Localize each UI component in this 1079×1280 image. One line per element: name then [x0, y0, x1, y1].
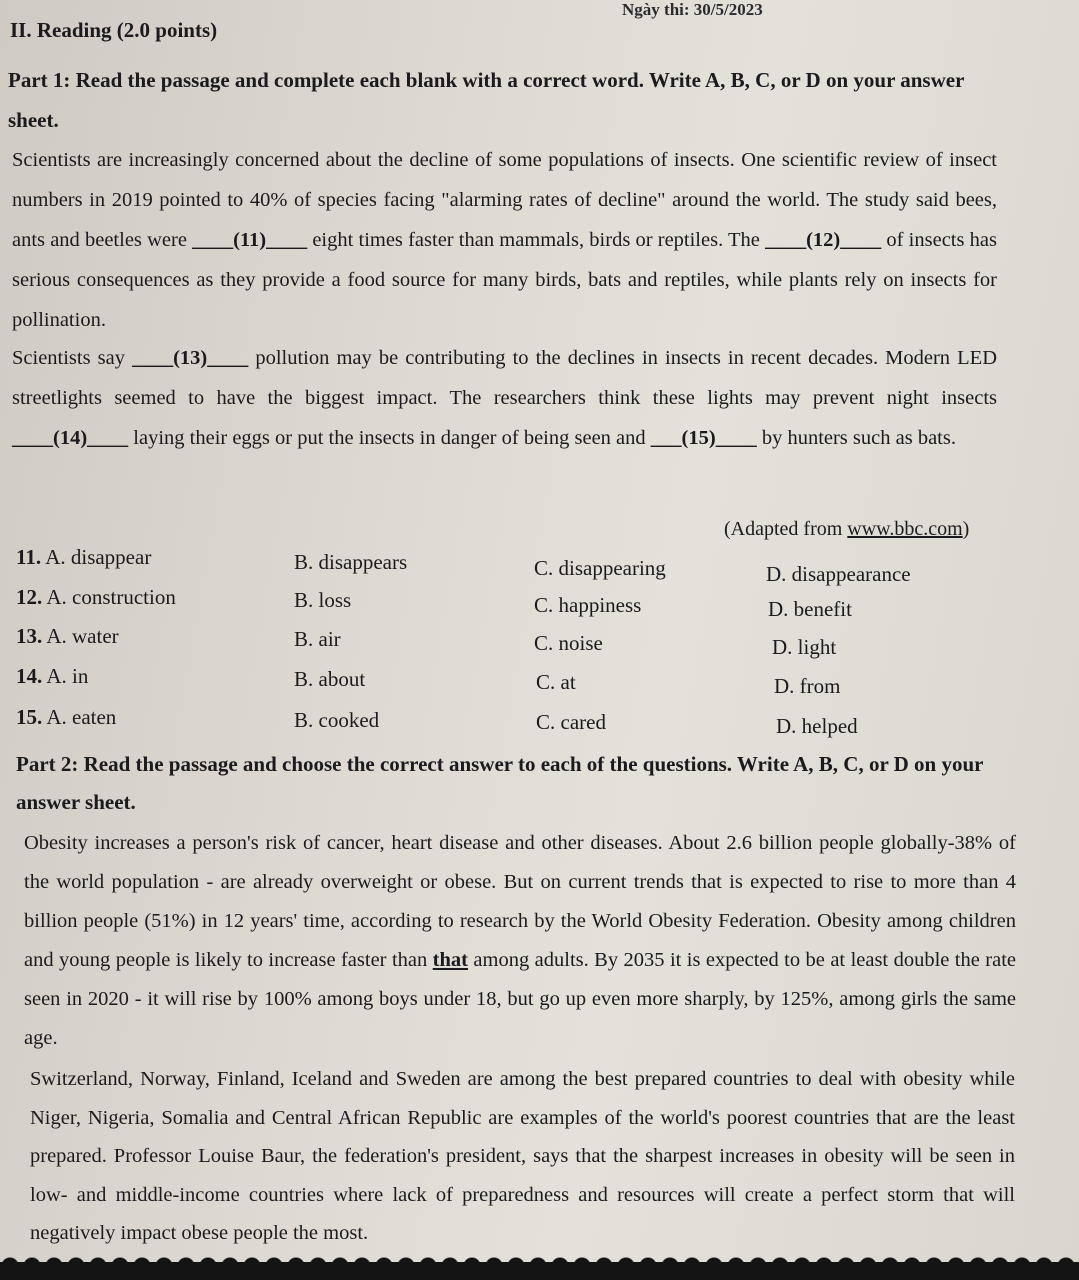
referent-that: that	[432, 949, 468, 971]
option-a: A. in	[46, 664, 89, 688]
passage-text: eight times faster than mammals, birds or reptiles. The	[307, 229, 766, 251]
option-a: A. water	[46, 624, 119, 648]
exam-date: Ngày thi: 30/5/2023	[622, 0, 763, 19]
part1-instruction: Part 1: Read the passage and complete each blank with a correct word. Write A, B, C, or D on your answer sheet.	[8, 68, 965, 132]
question-11	[16, 545, 151, 570]
question-number: 12.	[16, 585, 43, 609]
source-link: www.bbc.com	[847, 518, 963, 540]
option-a: A. construction	[46, 585, 176, 609]
blank-12: ____(12)____	[765, 229, 882, 251]
question-14-option-b: B. about	[294, 667, 366, 691]
passage-text: by hunters such as bats.	[756, 427, 956, 449]
part2-passage-paragraph-2: Switzerland, Norway, Finland, Iceland and Sweden are among the best prepared countries to deal with obesity while Niger, Nigeria, Somalia and Central African Republic are examples of the world's poorest countries that are the least prepared. Professor Louise Baur, the federation's president, says that the sharpest increases in obesity will be seen in low- and middle-income countries where lack of preparedness and resources will create a perfect storm that will negatively impact obese people the most.	[30, 1068, 1015, 1244]
blank-14: ____(14)____	[12, 427, 129, 449]
passage-text: Scientists are increasingly concerned about the decline of some populations of insects. One scientific review of insect numbers in 2019 pointed to 40% of species facing "alarming rates of decline" around the world. The study said bees, ants and beetles were	[12, 149, 997, 251]
question-13-option-c: C. noise	[534, 631, 603, 655]
source-citation: (Adapted from www.bbc.com)	[724, 518, 970, 540]
option-a: A. eaten	[46, 705, 117, 729]
question-11-option-b: B. disappears	[294, 550, 408, 574]
blank-13: ____(13)____	[132, 347, 249, 369]
question-13-option-d: D. light	[772, 635, 837, 659]
passage-text: Obesity increases a person's risk of cancer, heart disease and other diseases. About 2.6 billion people globally-38% of the world population - are already overweight or obese. But on current trends that is expected to rise to more than 4 billion people (51%) in 12 years' time, according to research by the World Obesity Federation. Obesity among children and young people is likely to increase faster than	[24, 832, 1016, 971]
question-11-option-c: C. disappearing	[534, 556, 666, 580]
passage-text: of insects has serious consequences as they provide a food source for many birds, bats and reptiles, while plants rely on insects for pollination.	[12, 229, 997, 331]
question-11-option-d: D. disappearance	[766, 562, 911, 586]
question-12	[16, 585, 176, 610]
question-14	[16, 664, 88, 689]
question-number: 15.	[16, 705, 43, 729]
passage-text: among adults. By 2035 it is expected to be at least double the rate seen in 2020 - it will rise by 100% among boys under 18, but go up even more sharply, by 125%, among girls the same age.	[24, 949, 1016, 1049]
part2-instruction: Part 2: Read the passage and choose the correct answer to each of the questions. Write A, B, C, or D on your answer sheet.	[16, 752, 984, 814]
question-15	[16, 705, 116, 730]
question-15-option-c: C. cared	[536, 710, 606, 734]
question-14-option-c: C. at	[536, 670, 576, 694]
question-14-option-d: D. from	[774, 674, 841, 698]
question-number: 11.	[16, 545, 42, 569]
question-12-option-b: B. loss	[294, 588, 352, 612]
section-title: II. Reading (2.0 points)	[10, 18, 218, 42]
question-12-option-d: D. benefit	[768, 597, 852, 621]
part2-passage-paragraph-1	[24, 824, 1016, 1058]
question-13-option-b: B. air	[294, 627, 341, 651]
question-number: 14.	[16, 664, 43, 688]
passage-text: laying their eggs or put the insects in danger of being seen and	[128, 427, 651, 449]
question-number: 13.	[16, 624, 43, 648]
question-15-option-b: B. cooked	[294, 708, 380, 732]
option-a: A. disappear	[45, 545, 152, 569]
dark-background-strip	[0, 1262, 1079, 1280]
passage-text: Scientists say	[12, 347, 133, 369]
passage-text: pollution may be contributing to the declines in insects in recent decades. Modern LED streetlights seemed to have the biggest impact. The researchers think these lights may prevent night insects	[12, 347, 997, 409]
blank-11: ____(11)____	[192, 229, 308, 251]
question-15-option-d: D. helped	[776, 714, 858, 738]
part1-passage-paragraph-1	[12, 140, 997, 340]
part1-passage-paragraph-2	[12, 338, 997, 458]
question-13	[16, 624, 119, 649]
blank-15: ___(15)____	[650, 427, 757, 449]
question-12-option-c: C. happiness	[534, 593, 642, 617]
